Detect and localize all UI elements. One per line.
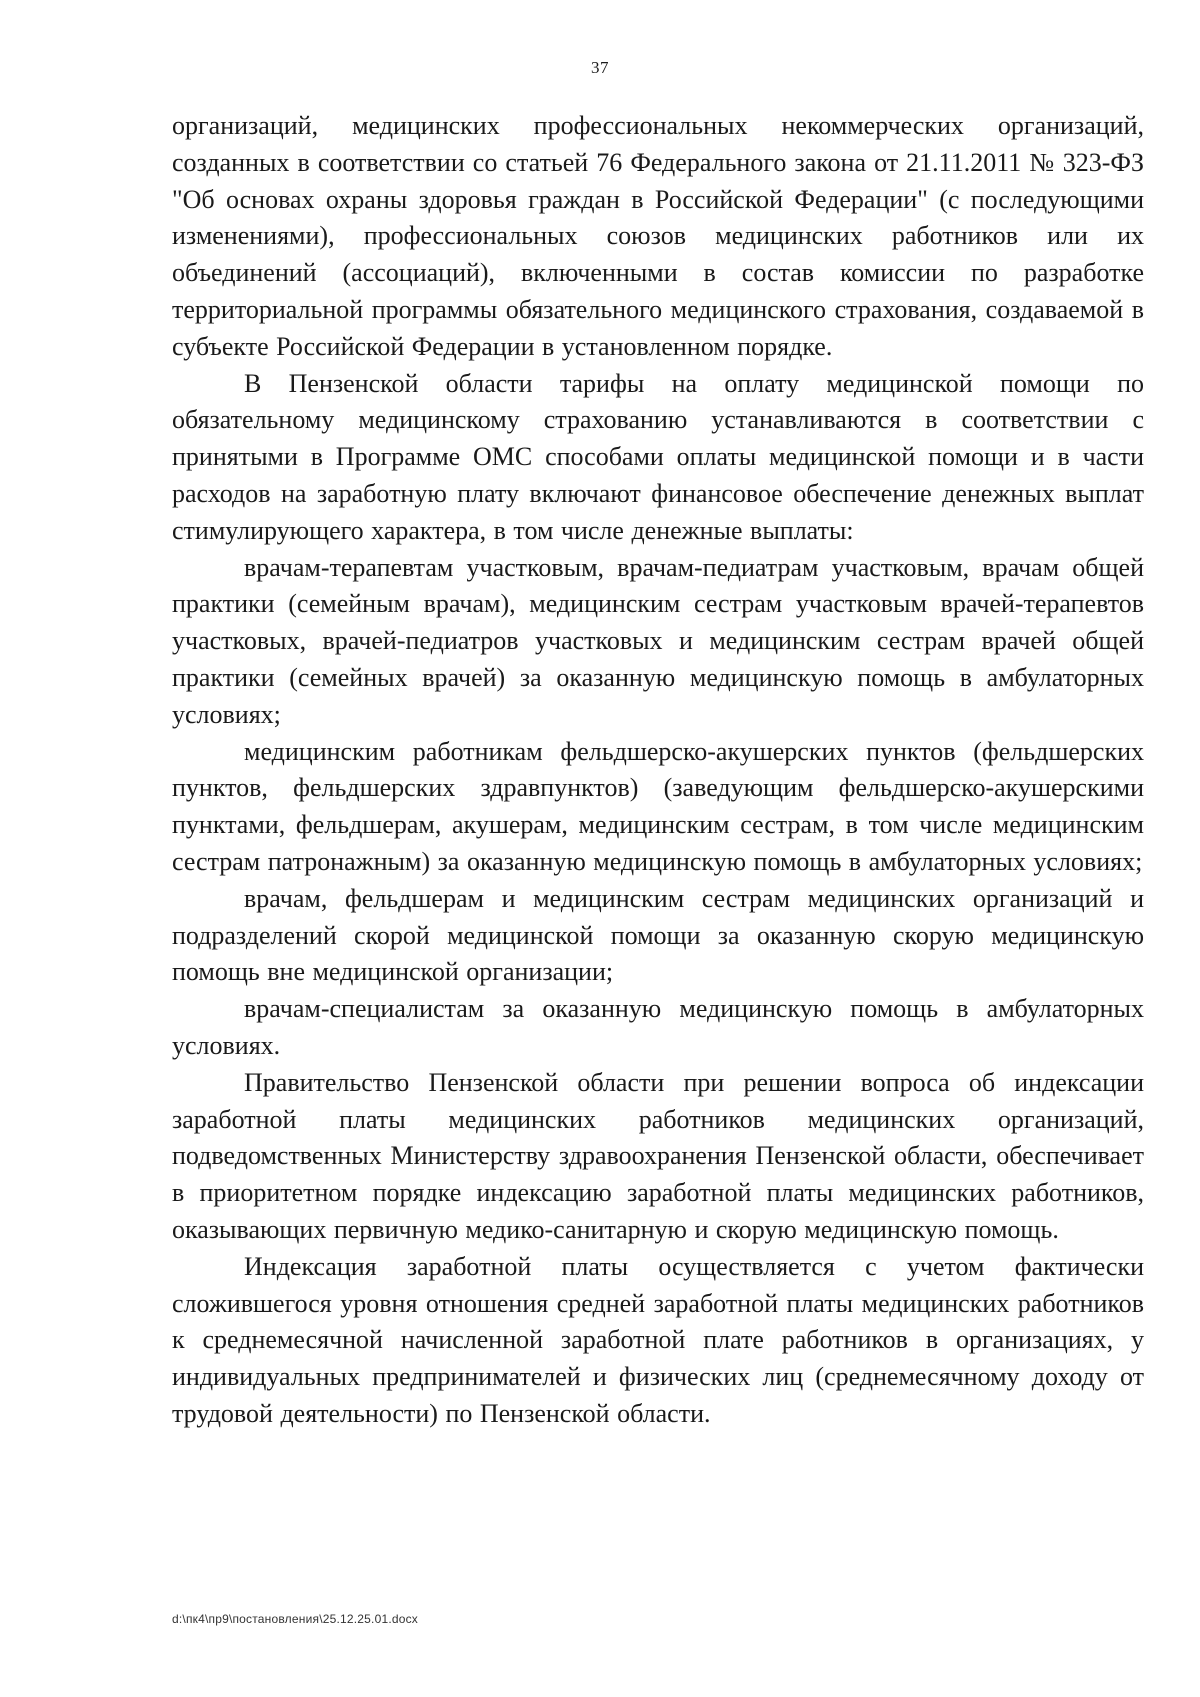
list-item-feldsher-points: медицинским работникам фельдшерско-акушерских пунктов (фельдшерских пунктов, фельдшерских здравпунктов) (заведующим фельдшерско-акушерскими пунктами, фельдшерам, акушерам, медицинским сестрам, в том числе медицинским сестрам патронажным) за оказанную медицинскую помощь в амбулаторных условиях; [172, 736, 1144, 876]
list-item-specialists: врачам-специалистам за оказанную медицинскую помощь в амбулаторных условиях. [172, 994, 1144, 1060]
list-item-emergency-care: врачам, фельдшерам и медицинским сестрам медицинских организаций и подразделений скорой медицинской помощи за оказанную скорую медицинскую помощь вне медицинской организации; [172, 883, 1144, 987]
paragraph-government-indexation: Правительство Пензенской области при решении вопроса об индексации заработной платы медицинских работников медицинских организаций, подведомственных Министерству здравоохранения Пензенской области, обеспечивает в приоритетном порядке индексацию заработной платы медицинских работников, оказывающих первичную медико-санитарную и скорую медицинскую помощь. [172, 1067, 1144, 1244]
file-path-footer: d:\пк4\пр9\постановления\25.12.25.01.docx [172, 1612, 418, 1626]
paragraph-tariffs: В Пензенской области тарифы на оплату медицинской помощи по обязательному медицинскому страхованию устанавливаются в соответствии с принятыми в Программе ОМС способами оплаты медицинской помощи и в части расходов на заработную плату включают финансовое обеспечение денежных выплат стимулирующего характера, в том числе денежные выплаты: [172, 368, 1144, 545]
document-body [172, 108, 1144, 1433]
paragraph-continuation: организаций, медицинских профессиональных некоммерческих организаций, созданных в соответствии со статьей 76 Федерального закона от 21.11.2011 № 323-ФЗ "Об основах охраны здоровья граждан в Российской Федерации" (с последующими изменениями), профессиональных союзов медицинских работников или их объединений (ассоциаций), включенными в состав комиссии по разработке территориальной программы обязательного медицинского страхования, создаваемой в субъекте Российской Федерации в установленном порядке. [172, 111, 1144, 361]
paragraph-indexation-basis: Индексация заработной платы осуществляется с учетом фактически сложившегося уровня отношения средней заработной платы медицинских работников к среднемесячной начисленной заработной плате работников в организациях, у индивидуальных предпринимателей и физических лиц (среднемесячному доходу от трудовой деятельности) по Пензенской области. [172, 1251, 1144, 1428]
page-number: 37 [591, 58, 609, 77]
list-item-district-doctors: врачам-терапевтам участковым, врачам-педиатрам участковым, врачам общей практики (семейным врачам), медицинским сестрам участковым врачей-терапевтов участковых, врачей-педиатров участковых и медицинским сестрам врачей общей практики (семейных врачей) за оказанную медицинскую помощь в амбулаторных условиях; [172, 552, 1144, 729]
